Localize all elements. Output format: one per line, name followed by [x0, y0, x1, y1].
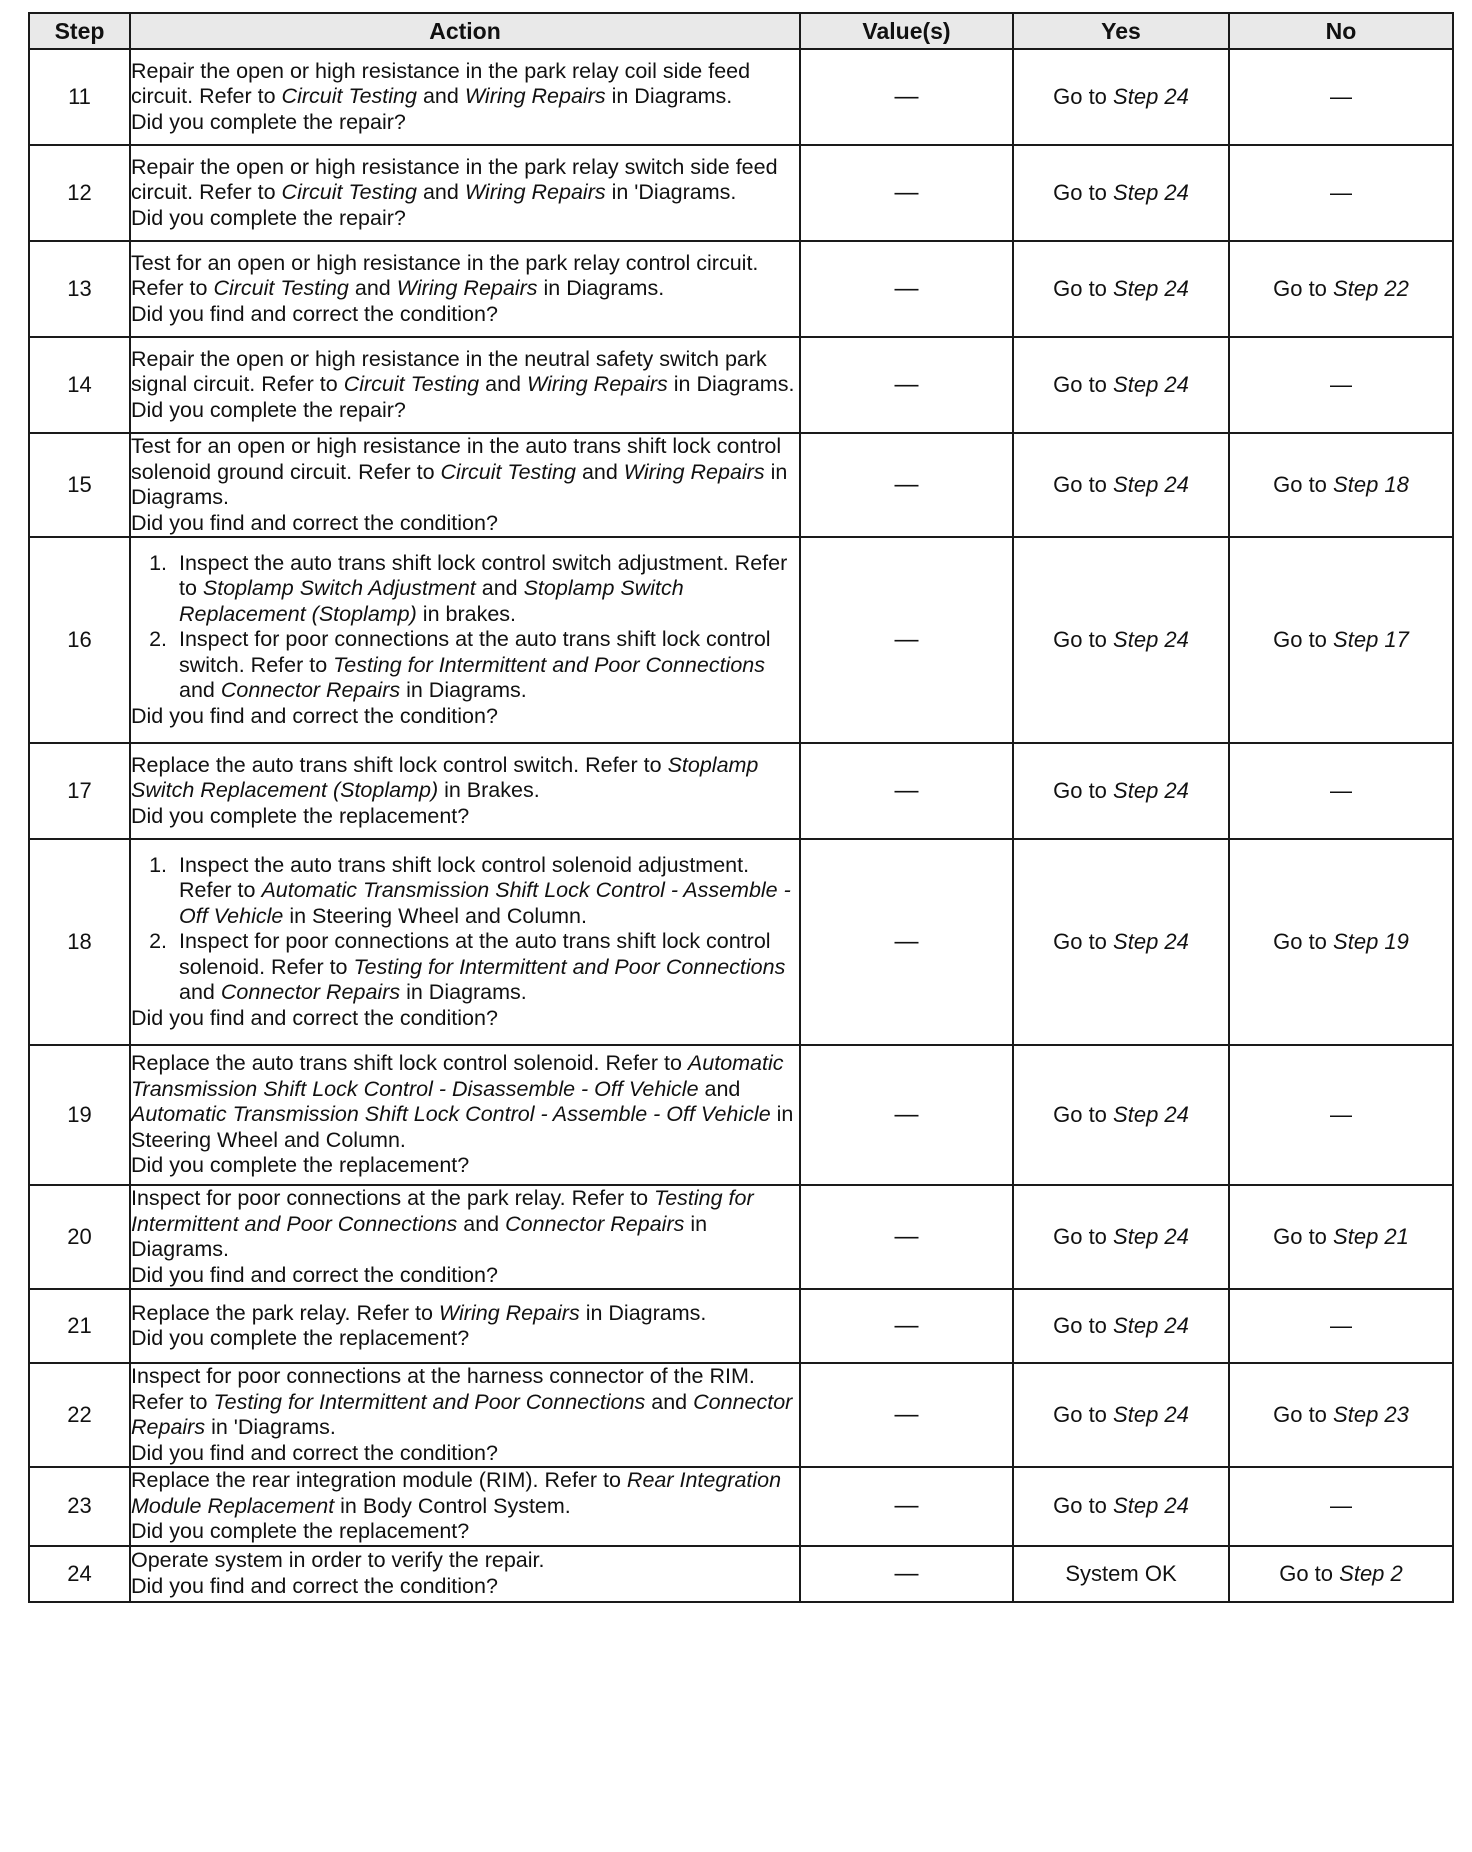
no-cell: — [1229, 145, 1453, 241]
no-cell: — [1229, 1045, 1453, 1185]
action-cell [130, 1467, 800, 1546]
action-question: Did you complete the replacement? [131, 1326, 470, 1350]
action-cell [130, 1363, 800, 1467]
action-step-1: 1. Inspect the auto trans shift lock control switch adjustment. Refer to Stoplamp Switch Adjustment and Stoplamp Switch Replacement (Stoplamp) in brakes. [173, 551, 799, 628]
yes-cell: Go to Step 24 [1013, 337, 1229, 433]
action-cell [130, 1546, 800, 1602]
step-number: 11 [29, 49, 130, 145]
action-question: Did you find and correct the condition? [131, 1440, 498, 1465]
action-cell [130, 743, 800, 839]
action-text: Test for an open or high resistance in the auto trans shift lock control solenoid ground circuit. Refer to Circuit Testing and Wiring Repairs in Diagrams. [131, 434, 788, 509]
table-row [29, 433, 1453, 537]
value-cell: — [800, 145, 1013, 241]
no-cell: Go to Step 21 [1229, 1185, 1453, 1289]
action-question: Did you find and correct the condition? [131, 301, 498, 326]
step-number: 12 [29, 145, 130, 241]
table-row [29, 1045, 1453, 1185]
action-question: Did you complete the replacement? [131, 803, 470, 828]
value-cell: — [800, 537, 1013, 743]
value-cell: — [800, 1546, 1013, 1602]
table-row [29, 537, 1453, 743]
action-step-2: 2. Inspect for poor connections at the auto trans shift lock control solenoid. Refer to Testing for Intermittent and Poor Connections and Connector Repairs in Diagrams. [173, 929, 799, 1006]
value-cell: — [800, 49, 1013, 145]
action-question: Did you complete the replacement? [131, 1153, 470, 1178]
table-row [29, 839, 1453, 1045]
action-question: Did you find and correct the condition? [131, 1262, 498, 1287]
step-number: 16 [29, 537, 130, 743]
yes-cell: Go to Step 24 [1013, 1363, 1229, 1467]
action-step-2: 2. Inspect for poor connections at the auto trans shift lock control switch. Refer to Testing for Intermittent and Poor Connections and Connector Repairs in Diagrams. [173, 627, 799, 704]
step-number: 15 [29, 433, 130, 537]
table-header-row [29, 13, 1453, 49]
action-text: Operate system in order to verify the repair. [131, 1548, 545, 1572]
action-steps [131, 853, 799, 1006]
yes-cell: Go to Step 24 [1013, 1045, 1229, 1185]
no-cell: Go to Step 22 [1229, 241, 1453, 337]
action-cell [130, 1045, 800, 1185]
action-text: Repair the open or high resistance in the neutral safety switch park signal circuit. Refer to Circuit Testing and Wiring Repairs in Diagrams. [131, 346, 795, 397]
value-cell: — [800, 241, 1013, 337]
no-cell: — [1229, 743, 1453, 839]
table-row [29, 49, 1453, 145]
table-row [29, 337, 1453, 433]
yes-cell: Go to Step 24 [1013, 1467, 1229, 1546]
action-text: Repair the open or high resistance in the park relay switch side feed circuit. Refer to Circuit Testing and Wiring Repairs in 'Diagrams. [131, 154, 778, 205]
action-text: Inspect for poor connections at the harness connector of the RIM. Refer to Testing for Intermittent and Poor Connections and Connector Repairs in 'Diagrams. [131, 1364, 793, 1439]
action-cell [130, 49, 800, 145]
step-number: 23 [29, 1467, 130, 1546]
action-cell [130, 145, 800, 241]
table-row [29, 241, 1453, 337]
step-number: 19 [29, 1045, 130, 1185]
header-step: Step [29, 13, 130, 49]
action-question: Did you complete the replacement? [131, 1519, 470, 1543]
action-question: Did you find and correct the condition? [131, 1005, 498, 1030]
header-values: Value(s) [800, 13, 1013, 49]
value-cell: — [800, 839, 1013, 1045]
action-steps [131, 551, 799, 704]
no-cell: — [1229, 49, 1453, 145]
step-number: 21 [29, 1289, 130, 1363]
step-number: 18 [29, 839, 130, 1045]
action-question: Did you complete the repair? [131, 109, 406, 134]
yes-cell: Go to Step 24 [1013, 433, 1229, 537]
action-question: Did you complete the repair? [131, 205, 406, 230]
yes-cell: Go to Step 24 [1013, 743, 1229, 839]
no-cell: Go to Step 19 [1229, 839, 1453, 1045]
table-row [29, 743, 1453, 839]
action-text: Repair the open or high resistance in the park relay coil side feed circuit. Refer to Circuit Testing and Wiring Repairs in Diagrams. [131, 58, 751, 109]
diagnostic-table [28, 12, 1454, 1603]
action-step-1: 1. Inspect the auto trans shift lock control solenoid adjustment. Refer to Automatic Transmission Shift Lock Control - Assemble - Off Vehicle in Steering Wheel and Column. [173, 853, 799, 930]
value-cell: — [800, 1289, 1013, 1363]
action-text: Replace the park relay. Refer to Wiring Repairs in Diagrams. [131, 1300, 707, 1325]
action-cell [130, 839, 800, 1045]
no-cell: Go to Step 23 [1229, 1363, 1453, 1467]
value-cell: — [800, 1467, 1013, 1546]
step-number: 22 [29, 1363, 130, 1467]
no-cell: — [1229, 337, 1453, 433]
no-cell: Go to Step 18 [1229, 433, 1453, 537]
action-text: Replace the auto trans shift lock control switch. Refer to Stoplamp Switch Replacement (Stoplamp) in Brakes. [131, 752, 759, 803]
value-cell: — [800, 433, 1013, 537]
yes-cell: Go to Step 24 [1013, 1289, 1229, 1363]
action-text: Test for an open or high resistance in the park relay control circuit. Refer to Circuit Testing and Wiring Repairs in Diagrams. [131, 250, 759, 301]
action-cell [130, 241, 800, 337]
yes-cell: Go to Step 24 [1013, 1185, 1229, 1289]
yes-cell: Go to Step 24 [1013, 537, 1229, 743]
step-number: 20 [29, 1185, 130, 1289]
value-cell: — [800, 1363, 1013, 1467]
no-cell: — [1229, 1467, 1453, 1546]
step-number: 24 [29, 1546, 130, 1602]
value-cell: — [800, 1045, 1013, 1185]
value-cell: — [800, 337, 1013, 433]
table-row [29, 1185, 1453, 1289]
yes-cell: System OK [1013, 1546, 1229, 1602]
table-row [29, 145, 1453, 241]
action-cell [130, 537, 800, 743]
header-action: Action [130, 13, 800, 49]
header-yes: Yes [1013, 13, 1229, 49]
action-cell [130, 433, 800, 537]
value-cell: — [800, 1185, 1013, 1289]
no-cell: — [1229, 1289, 1453, 1363]
action-cell [130, 337, 800, 433]
table-row [29, 1363, 1453, 1467]
no-cell: Go to Step 17 [1229, 537, 1453, 743]
action-cell [130, 1185, 800, 1289]
no-cell: Go to Step 2 [1229, 1546, 1453, 1602]
table-row [29, 1546, 1453, 1602]
step-number: 14 [29, 337, 130, 433]
table-row [29, 1467, 1453, 1546]
action-question: Did you find and correct the condition? [131, 703, 498, 728]
step-number: 13 [29, 241, 130, 337]
action-text: Inspect for poor connections at the park relay. Refer to Testing for Intermittent and Poor Connections and Connector Repairs in Diagrams. [131, 1186, 754, 1261]
action-cell [130, 1289, 800, 1363]
action-text: Replace the auto trans shift lock control solenoid. Refer to Automatic Transmission Shift Lock Control - Disassemble - Off Vehicle and Automatic Transmission Shift Lock Control - Assemble - Off Vehicle in Steering Wheel and Column. [131, 1051, 794, 1152]
action-question: Did you find and correct the condition? [131, 510, 498, 535]
table-row [29, 1289, 1453, 1363]
header-no: No [1229, 13, 1453, 49]
action-question: Did you find and correct the condition? [131, 1573, 498, 1598]
yes-cell: Go to Step 24 [1013, 241, 1229, 337]
value-cell: — [800, 743, 1013, 839]
action-question: Did you complete the repair? [131, 397, 406, 422]
yes-cell: Go to Step 24 [1013, 839, 1229, 1045]
step-number: 17 [29, 743, 130, 839]
yes-cell: Go to Step 24 [1013, 145, 1229, 241]
action-text: Replace the rear integration module (RIM). Refer to Rear Integration Module Replacement in Body Control System. [131, 1468, 782, 1518]
yes-cell: Go to Step 24 [1013, 49, 1229, 145]
